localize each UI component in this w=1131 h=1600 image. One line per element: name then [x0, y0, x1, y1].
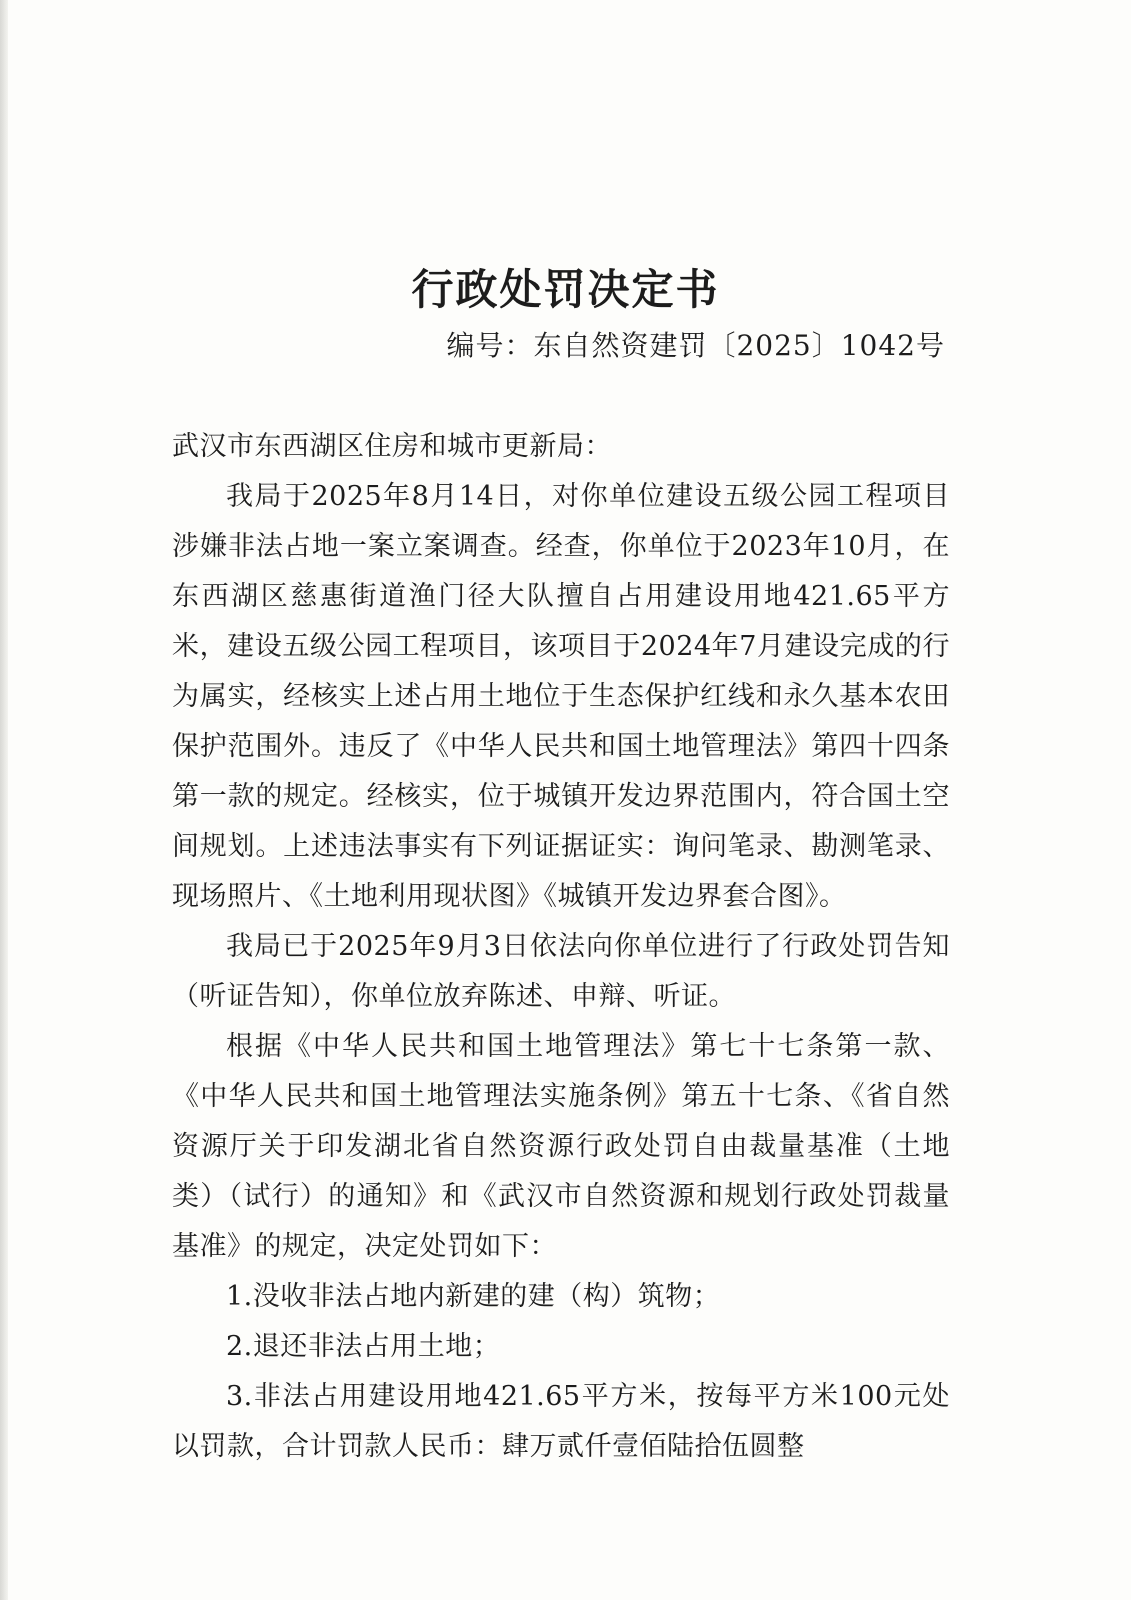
document-title: 行政处罚决定书 [411, 265, 720, 314]
penalty-item: 2.退还非法占用土地； [226, 1331, 501, 1362]
document-number: 编号：东自然资建罚〔2025〕1042号 [446, 329, 945, 362]
penalty-item: 1.没收非法占地内新建的建（构）筑物； [226, 1281, 721, 1312]
penalty-item: 3.非法占用建设用地421.65平方米，按每平方米100元处以罚款，合计罚款人民币：肆万贰仟壹佰陆拾伍圆整 [172, 1381, 950, 1462]
scan-edge [0, 0, 8, 1600]
paragraph-notification: 我局已于2025年9月3日依法向你单位进行了行政处罚告知（听证告知），你单位放弃陈述、申辩、听证。 [172, 931, 950, 1012]
paragraph-investigation: 我局于2025年8月14日，对你单位建设五级公园工程项目涉嫌非法占地一案立案调查。经查，你单位于2023年10月，在东西湖区慈惠街道渔门径大队擅自占用建设用地421.65平方米，建设五级公园工程项目，该项目于2024年7月建设完成的行为属实，经核实上述占用土地位于生态保护红线和永久基本农田保护范围外。违反了《中华人民共和国土地管理法》第四十四条第一款的规定。经核实，位于城镇开发边界范围内，符合国土空间规划。上述违法事实有下列证据证实：询问笔录、勘测笔录、现场照片、《土地利用现状图》《城镇开发边界套合图》。 [172, 481, 950, 912]
document-body [172, 422, 950, 1472]
paragraph-legal-basis: 根据《中华人民共和国土地管理法》第七十七条第一款、《中华人民共和国土地管理法实施条例》第五十七条、《省自然资源厅关于印发湖北省自然资源行政处罚自由裁量基准（土地类）（试行）的通知》和《武汉市自然资源和规划行政处罚裁量基准》的规定，决定处罚如下： [172, 1031, 950, 1262]
addressee: 武汉市东西湖区住房和城市更新局： [172, 431, 612, 462]
